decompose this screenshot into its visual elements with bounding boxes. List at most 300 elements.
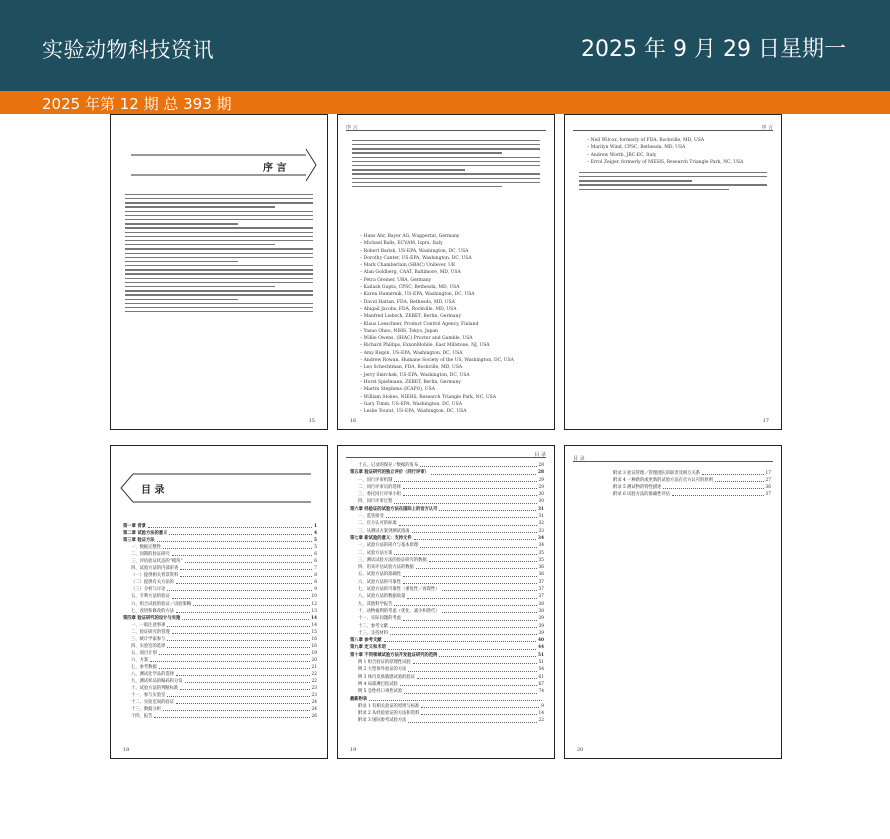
toc-entry-label: 十四、报告 [131,714,153,720]
toc-entry[interactable] [350,696,544,703]
toc-entry[interactable] [123,615,317,622]
toc-entry-label: 七、参考数据 [131,664,157,670]
toc-leader-dots [414,535,536,540]
toc-entry-page: 35 [538,557,544,563]
toc-entry[interactable] [350,644,544,651]
toc-leader-dots [163,706,309,711]
toc-entry-page: 39 [538,616,544,622]
toc-entry-label: 例 5 急性经口毒性试验 [358,689,403,695]
toc-entry[interactable] [123,713,317,720]
toc-entry[interactable] [350,469,544,476]
toc-entry[interactable] [123,685,317,692]
toc-entry-page: 34 [538,535,544,541]
toc-entry-page: 37 [765,492,771,498]
reviewer-list [587,137,767,166]
toc-leader-dots [404,688,536,693]
toc-leader-dots [384,637,536,642]
toc-entry-label: 五、专利方法的验证 [131,594,170,600]
toc-entry-page: 16 [311,636,317,642]
toc-entry-label: 一、监管接受 [358,514,384,520]
toc-leader-dots [193,601,309,606]
toc-leader-dots [439,506,536,511]
toc-leader-dots [702,470,763,475]
toc-leader-dots [167,636,309,641]
toc-entry-label: 附录 3 验证管理／管理团队的职责及相互关系 [613,471,701,476]
toc-entry-page: 36 [538,565,544,571]
toc-leader-dots [413,659,537,664]
toc-leader-dots [167,692,309,697]
toc-entry[interactable] [123,530,317,537]
toc-entry-label: 附录 3 国际参考试验方法 [358,718,407,724]
toc-leader-dots [169,530,312,535]
toc-leader-dots [403,491,537,496]
toc-entry-page: 28 [538,463,544,468]
toc-entry-page: 23 [311,686,317,692]
toc-entry-page: 51 [538,660,544,666]
toc-entry[interactable] [350,593,544,600]
toc-entry-label: 一、一般注意事项 [131,622,166,628]
toc-entry[interactable] [350,630,544,637]
toc-entry[interactable] [123,558,317,565]
toc-leader-dots [182,615,309,620]
toc-entry[interactable] [350,491,544,498]
toc-leader-dots [154,713,309,718]
reviewer-name: – Marilyn Wind, CPSC, Bethesda, MD, USA [587,145,686,151]
toc-entry-page: 23 [311,693,317,699]
toc-entry[interactable] [350,520,544,527]
toc-entry[interactable] [350,637,544,644]
toc-leader-dots [163,544,312,549]
toc-entry[interactable] [350,535,544,542]
toc-entry[interactable] [350,484,544,491]
reviewer-name: – William Stokes, NIEHS, Research Triangle Park, NC, USA [360,394,496,400]
toc-entry-label: 第九章 定义和术语 [350,645,386,651]
page-thumbnail-toc-3[interactable] [564,445,782,759]
toc-entry[interactable] [350,564,544,571]
reviewer-name: – Petra Greiner, UBA, Germany [360,277,432,283]
toc-entry-page: 29 [538,477,544,483]
toc-entry-label: 七、改进和修改的方法 [131,608,174,614]
toc-leader-dots [420,462,536,467]
toc-entry[interactable] [350,550,544,557]
toc-entry-label: （一）提供相关背景资料 [131,573,179,579]
toc-leader-dots [408,666,536,671]
page-number: 15 [308,418,315,424]
toc-leader-dots [176,579,312,584]
toc-entry[interactable] [123,657,317,664]
toc-entry-page: 20 [311,657,317,663]
toc-leader-dots [386,513,537,518]
toc-entry[interactable] [123,671,317,678]
toc-entry-page: 74 [538,689,544,695]
toc-entry[interactable] [350,659,544,666]
toc-entry-page: 15 [311,629,317,635]
toc-leader-dots [176,699,310,704]
toc-entry-label: 第六章 经验证的试验方法在国际上的官方认可 [350,506,438,512]
toc-entry-label: 二、试验方法方案 [358,550,393,556]
toc-entry[interactable] [350,462,544,469]
reviewer-name: – Jerry Smrchek, US-EPA, Washington, DC, USA [360,372,470,378]
reviewer-name: – David Hattan, FDA, Bethesda, MD, USA [360,299,455,305]
toc-entry-label: 三、评估验证状态的“模块” [131,559,183,565]
toc-entry[interactable] [123,593,317,600]
toc-entry-label: 五、试验方法的准确性 [358,572,401,578]
running-header: 目 录 [346,451,546,458]
toc-leader-dots [416,564,537,569]
toc-entry-page: 35 [538,550,544,556]
running-header: 序 言 [573,124,773,131]
reviewer-name: – Michael Balls, ECVAM, Ispra, Italy [360,241,443,247]
reviewer-name: – Manfred Liebsch, ZEBET, Berlin, Germany [360,314,461,320]
toc-entry-label: 第三章 验证方法 [123,538,155,544]
toc-leader-dots [172,593,310,598]
toc-entry-label: 二、验证研究的管理 [131,629,170,635]
toc-entry-page: 39 [538,630,544,636]
reviewer-name: – Klaus Loeschner, Product Control Agency, Finland [360,321,479,327]
reviewer-name: – Andrew Worth, JRC-EC, Italy [587,152,657,158]
toc-entry-page: 22 [538,718,544,724]
toc-entry-page: 24 [311,707,317,713]
toc-entry[interactable] [123,586,317,593]
toc-entry-page: 34 [538,543,544,549]
toc-entry[interactable] [350,528,544,535]
toc-leader-dots [421,703,539,708]
toc-list [605,470,771,498]
toc-entry[interactable] [123,572,317,579]
toc-entry[interactable] [350,615,544,622]
toc-leader-dots [176,671,310,676]
page-thumbnail-preface[interactable] [110,114,328,430]
toc-leader-dots [442,608,537,613]
toc-entry-label: 例 2 大型体外验证的方法 [358,667,407,673]
toc-entry[interactable] [350,710,544,717]
toc-entry-label: （二）提供有关方法的 [131,580,174,586]
toc-entry[interactable] [350,571,544,578]
toc-entry-page: 4 [314,531,317,537]
toc-entry[interactable] [123,523,317,530]
toc-leader-dots [412,528,537,533]
toc-entry-label: 第一章 背景 [123,524,146,529]
toc-entry[interactable] [123,551,317,558]
reviewer-name: – Karen Hamernik, US-EPA, Washington, DC, USA [360,292,475,298]
toc-entry[interactable] [123,544,317,551]
toc-leader-dots [663,484,763,489]
reviewer-name: – Horst Spielmann, ZEBET, Berlin, Germany [360,379,461,385]
toc-entry-label: 六、组合试验的验证／试验策略 [131,601,192,607]
toc-entry[interactable] [350,623,544,630]
toc-entry-label: 例 1 组合验证的原理性试验 [358,660,411,666]
toc-entry-label: 四、用来评估试验方法的数据 [358,565,414,571]
toc-entry-label: （三）分析与讨论 [131,587,166,593]
toc-entry-label: 例 4 局部淋巴结试验 [358,681,398,687]
toc-entry[interactable] [350,498,544,505]
toc-entry-label: 第二章 试验方法的意义 [123,531,168,537]
toc-entry-page: 51 [538,652,544,658]
toc-entry[interactable] [350,688,544,695]
toc-entry-page: 6 [314,552,317,558]
toc-entry-label: 第四章 验证研究的设计与实施 [123,615,181,621]
toc-entry-page: 9 [314,587,317,593]
preface-body-text [125,191,313,315]
toc-entry-page: 36 [765,485,771,491]
toc-leader-dots [715,477,764,482]
toc-leader-dots [403,571,537,576]
page-thumbnail-toc-1[interactable] [110,445,328,759]
toc-leader-dots [429,557,537,562]
toc-title: 目 录 [141,485,165,496]
toc-entry[interactable] [350,542,544,549]
toc-entry-label: 第十章 不同领域试验方法开发验证研究的范例 [350,652,438,658]
toc-entry-label: 十二、实验室间的验证 [131,700,174,706]
toc-entry-page: 5 [314,538,317,544]
toc-leader-dots [403,484,537,489]
toc-entry[interactable] [123,537,317,544]
toc-entry[interactable] [350,586,544,593]
toc-leader-dots [180,565,312,570]
toc-entry-label: 十一、参与实验室 [131,693,166,699]
toc-entry-page: 32 [538,521,544,527]
toc-entry-page: 54 [538,667,544,673]
toc-leader-dots [176,608,310,613]
toc-entry-page: 10 [311,594,317,600]
toc-entry-page: 44 [538,645,544,651]
toc-entry-label: 一、同行评审机制 [358,477,393,483]
reviewer-name: – Abigail Jacobs, FDA, Rockville, MD, USA [360,306,457,312]
toc-entry-label: 七、试验方法的可靠性（重复性／再现性） [358,587,440,593]
toc-entry-page: 39 [538,623,544,629]
toc-entry[interactable] [123,579,317,586]
toc-entry[interactable] [350,666,544,673]
toc-entry-page: 5 [314,545,317,551]
toc-entry[interactable] [350,579,544,586]
toc-entry-label: 三、委托同行评审小组 [358,492,401,498]
toc-entry[interactable] [123,608,317,615]
toc-entry-page: 33 [538,528,544,534]
toc-entry-label: 一、数据完整性 [131,545,162,551]
toc-leader-dots [407,593,536,598]
toc-entry-label: 第五章 验证研究的独立评价（同行评审） [350,470,429,476]
toc-entry-label: 二、官方认可的标准 [358,521,397,527]
toc-entry-page: 26 [311,714,317,720]
toc-entry-page: 8 [314,573,317,579]
reviewer-list [360,233,540,415]
toc-entry-page: 14 [311,622,317,628]
toc-entry-page: 37 [538,594,544,600]
toc-leader-dots [185,558,313,563]
preface-title-arrow [111,137,328,187]
toc-entry-label: 八、试验方法的数据质量 [358,594,406,600]
reviewer-name: – Dorothy Canter, US-EPA, Washington, DC, USA [360,255,472,261]
toc-entry-label: 三、测试试验方法的验证研究的数据 [358,557,427,563]
toc-entry[interactable] [350,506,544,513]
toc-entry[interactable] [350,608,544,615]
toc-leader-dots [172,629,310,634]
toc-entry[interactable] [123,565,317,572]
toc-entry-label: 附录 5 测试物的特性描述 [613,485,662,491]
toc-entry-label: 最新附录 [350,696,368,702]
toc-leader-dots [150,657,309,662]
toc-entry[interactable] [123,664,317,671]
toc-leader-dots [394,498,536,503]
page-number: 16 [350,418,357,424]
toc-leader-dots [439,652,536,657]
toc-entry[interactable] [123,699,317,706]
toc-entry-page: 12 [311,601,317,607]
toc-entry-page: 31 [538,506,544,512]
reviewer-name: – Leo Schechtman, FDA, Rockville, MD, USA [360,365,463,371]
toc-entry-page: 22 [311,671,317,677]
page-thumbnail-reviewers-2[interactable] [564,114,782,430]
toc-leader-dots [167,622,309,627]
reviewer-name: – Andrew Rowan, Humane Society of the US, Washington, DC, USA [360,358,514,364]
reviewer-name: – Willie Owens, (IHAC) Procter and Gamble, USA [360,336,473,342]
toc-entry-page: 14 [311,615,317,621]
toc-leader-dots [431,469,536,474]
toc-entry-page: 28 [538,470,544,476]
toc-entry[interactable] [605,477,771,484]
toc-leader-dots [403,615,537,620]
toc-entry-label: 九、其他科学报告 [358,601,393,607]
toc-leader-dots [159,664,310,669]
toc-entry[interactable] [123,601,317,608]
toc-entry-page: 30 [538,499,544,505]
toc-entry-page: 1 [314,524,317,529]
toc-entry[interactable] [123,706,317,713]
toc-entry[interactable] [350,557,544,564]
reviewer-name: – Hans Ahr, Bayer AG, Wuppertal, Germany [360,234,460,239]
toc-entry-label: 四、实验室的选择 [131,643,166,649]
toc-entry-page: 8 [314,580,317,586]
toc-entry[interactable] [605,470,771,477]
toc-leader-dots [417,674,537,679]
toc-leader-dots [403,579,537,584]
toc-entry-label: 三、从测试方案到测试指南 [358,528,410,534]
toc-entry-label: 例 3 体内皮肤敏感试验的验证 [358,674,416,680]
toc-entry-label: 十三、数据分析 [131,707,162,713]
toc-leader-dots [399,520,537,525]
toc-entry-page: 37 [538,587,544,593]
toc-entry-label: 四、试验方法的内部审查 [131,566,179,572]
toc-entry[interactable] [350,513,544,520]
reviewer-name: – Gary Timm, US-EPA, Washington, DC, USA [360,401,462,407]
toc-leader-dots [408,717,536,722]
toc-entry[interactable] [350,477,544,484]
reviewer-name: – Alan Goldberg, CAAT, Baltimore, MD, USA [360,270,461,276]
toc-entry[interactable] [123,643,317,650]
toc-entry-label: 十五、记录的保存／数据的发布 [358,463,419,468]
reviewer-name: – Martin Stephens (ICAPO), USA [360,387,436,393]
toc-entry-page: 67 [538,681,544,687]
toc-entry-label: 五、项目计划 [131,650,157,656]
header-banner [0,0,890,91]
toc-entry-label: 一、试验方法的简介与基本原理 [358,543,419,549]
toc-entry-page: 22 [311,679,317,685]
running-header: 目 录 [573,455,773,462]
toc-entry-label: 十、动物福利的考虑（优化、减少和替代） [358,608,440,614]
toc-entry[interactable] [350,674,544,681]
intro-text [352,137,540,190]
toc-entry[interactable] [123,678,317,685]
issue-bar [0,91,890,114]
toc-leader-dots [390,623,536,628]
toc-leader-dots [388,644,536,649]
toc-entry-label: 八、测试化学品的选择 [131,671,174,677]
toc-leader-dots [148,523,312,528]
toc-entry[interactable] [123,629,317,636]
toc-entry-page: 13 [311,608,317,614]
toc-entry-label: 附录 1 有相关验证的原则与标准 [358,703,420,709]
toc-leader-dots [390,630,536,635]
toc-entry-page: 7 [314,566,317,572]
toc-entry[interactable] [605,484,771,491]
toc-entry-label: 十一、实际问题的考虑 [358,616,401,622]
page-thumbnail-reviewers-1[interactable] [337,114,555,430]
toc-leader-dots [185,678,310,683]
reviewer-name: – Errol Zeiger, formerly of NIEHS, Research Triangle Park, NC, USA [587,159,744,165]
reviewer-name: – Richard Phillips, ExxonMobile, East Millstone, NJ, USA [360,343,490,349]
toc-entry-page: 21 [311,664,317,670]
toc-entry-page: 38 [538,601,544,607]
toc-leader-dots [394,477,536,482]
page-thumbnail-toc-2[interactable] [337,445,555,759]
toc-entry[interactable] [605,491,771,498]
toc-leader-dots [159,650,310,655]
toc-entry-label: 六、试验方法的可靠性 [358,579,401,585]
toc-leader-dots [420,542,536,547]
toc-entry-label: 九、测试样品的编码和分发 [131,679,183,685]
toc-entry-page: 61 [538,674,544,680]
reviewer-name: – Leslie Tourat, US-EPA, Washington, DC, USA [360,409,467,415]
toc-entry-label: 第八章 参考文献 [350,638,382,644]
toc-leader-dots [167,643,309,648]
toc-entry-page: 31 [538,514,544,520]
toc-entry-page: 29 [538,484,544,490]
toc-entry-label: 附录 4 一种新的或更新的试验方法在官方认可的原则 [613,478,713,484]
toc-entry-label: 四、同行评审过程 [358,499,393,505]
toc-entry-label: 二、同期的验证研究 [131,552,170,558]
toc-entry-page: 36 [538,572,544,578]
toc-leader-dots [167,586,312,591]
toc-entry[interactable] [350,681,544,688]
toc-entry[interactable] [123,636,317,643]
toc-entry[interactable] [350,601,544,608]
publication-date: 2025 年 9 月 29 日星期一 [581,37,846,62]
toc-leader-dots [400,681,537,686]
toc-entry-label: 十二、参考文献 [358,623,389,629]
toc-list [350,462,544,725]
toc-entry[interactable] [123,622,317,629]
toc-entry[interactable] [350,652,544,659]
toc-entry-page: 9 [541,703,544,709]
toc-leader-dots [421,710,536,715]
toc-entry[interactable] [123,692,317,699]
toc-leader-dots [369,696,542,701]
toc-entry[interactable] [350,717,544,724]
toc-entry-page: 40 [538,638,544,644]
toc-leader-dots [442,586,537,591]
toc-leader-dots [672,491,764,496]
toc-entry-page: 14 [538,711,544,717]
toc-entry-label: 六、方案 [131,657,149,663]
toc-entry[interactable] [350,703,544,710]
reviewer-name: – Mark Chamberlain (SBAC) Unilever, UK [360,263,456,269]
toc-entry-page: 30 [538,492,544,498]
toc-entry-page: 38 [538,608,544,614]
toc-entry[interactable] [123,650,317,657]
preface-title: 序 言 [263,163,287,174]
reviewer-name: – Robert Barish, US-EPA, Washington, DC, USA [360,248,469,254]
toc-leader-dots [394,550,536,555]
